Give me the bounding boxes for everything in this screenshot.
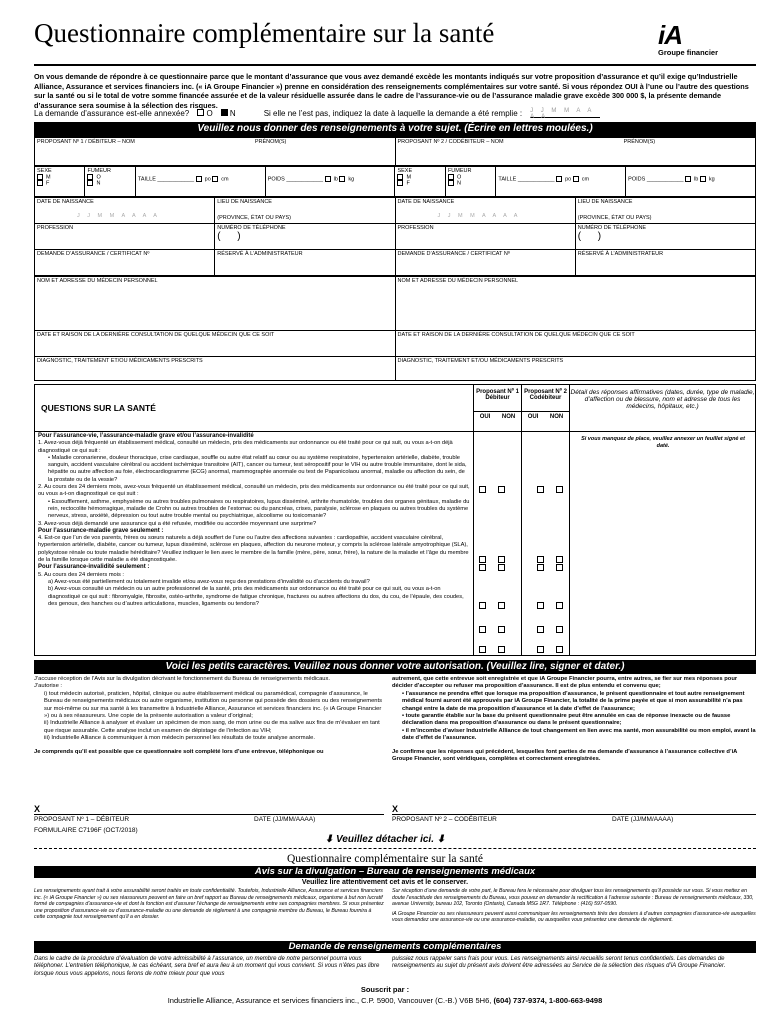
company-address: Industrielle Alliance, Assurance et services financiers inc., C.P. 5900, Vancouver (C.-B.) V6B 5H6, (604) 737-9374, 1-800-663-9498 [167, 996, 603, 1005]
scissors-icon: ⬇ [324, 834, 334, 845]
annex-yes[interactable]: O [197, 109, 212, 118]
q5a-checkboxes[interactable] [479, 626, 565, 633]
col-applicant2: Proposant Nº 2 Codébiteur OUI NON [521, 385, 569, 431]
additional-left: Dans le cadre de la procédure d’évaluation de votre admissibilité à l’assurance, un membre de notre personnel pourra vous téléphoner. L’entretien téléphonique, le cas échéant, sera bref et aura lieu à un moment qui vous convient. Si vous n’êtes pas libre lorsque nous vous appelons, nous ferons de notre mieux pour que vous [34, 956, 380, 977]
form-number: FORMULAIRE C7196F (OCT/2018) [34, 827, 138, 834]
logo-subtitle: Groupe financier [658, 48, 719, 57]
q5b: b) Avez-vous consulté un médecin ou un autre professionnel de la santé, pris des médicaments sur ordonnance ou été traité pour ce qui suit, ou vous a-t-on diagnostiqué ce qui suit : fibromyalgie, fibrosite, ostéo-arthrite, syndrome de fatigue chronique, fractures ou autres affections du dos, du cou, de l’épaule, des coudes, des genoux, des hanches ou d’autres articulations, muscles, ligaments ou tendons? [48, 586, 464, 607]
p2-profession[interactable]: PROFESSION [395, 224, 575, 250]
p2-name-field[interactable]: PROPOSANT Nº 2 / CODÉBITEUR – NOM PRÉNOM(S) [395, 138, 756, 166]
p2-reserved: RÉSERVÉ À L’ADMINISTRATEUR [575, 250, 755, 276]
annex-question [34, 108, 756, 118]
p1-smoker[interactable]: FUMEUR O N [85, 167, 135, 197]
q2-bullet: • Essoufflement, asthme, emphysème ou autres troubles pulmonaires ou respiratoires, lupus disséminé, arthrite rhumatoïde, troubles des organes génitaux, maladie du rein, rectocolite hémorragique, maladie de Crohn ou autres troubles de l’estomac ou du pancréas, crises, paralysie, sclérose en plaques ou autres troubles du système nerveux, stress, anxiété, dépression ou tout autre trouble mental ou psychiatrique, alcoolisme ou toxicomanie? [48, 498, 470, 520]
disclosure-left: Les renseignements ayant trait à votre assurabilité seront traités en toute confidentialité. Toutefois, Industrielle Alliance, Assurance et services financiers inc. (« iA Groupe Financier ») ou ses réassureurs peuvent en faire un bref rapport au Bureau de renseignements médicaux, organisme à but non lucratif formé de compagnies d’assurance-vie et dont la fonction est d’assurer l’échange de renseignements entre ses compagnies membres. Si vous présentez une proposition d’assurance-vie ou d’assurance-maladie ou une demande de règlement à une compagnie membre du Bureau, le Bureau fournira à cette compagnie tout renseignement qu’il a en dossier. [34, 888, 384, 920]
annex-label: La demande d’assurance est-elle annexée? [34, 108, 190, 118]
p2-diagnostic[interactable]: DIAGNOSTIC, TRAITEMENT ET/OU MÉDICAMENTS PRESCRITS [395, 357, 756, 381]
section-band-additional: Demande de renseignements complémentaires [34, 941, 756, 953]
questions-header [34, 384, 756, 432]
q4: 4. Est-ce que l’un de vos parents, frères ou sœurs naturels a déjà souffert de l’une ou l’autre des affections suivantes : cardiopathie, accident vasculaire cérébral, hypertension artérielle, diabète, cancer ou tumeur, lupus disséminé, sclérose en plaques, affection du neurone moteur, y compris la sclérose latérale amyotrophique (SLA), polykystose rénale ou toute maladie héréditaire? Veuillez indiquer le lien avec le membre de la famille (mère, père, sœur, frère), la nature de la maladie et l’âge du membre de la famille lorsque cette maladie a été diagnostiquée. [38, 535, 469, 564]
p2-doctor[interactable]: NOM ET ADRESSE DU MÉDECIN PERSONNEL [395, 277, 756, 331]
p2-certificate[interactable]: DEMANDE D’ASSURANCE / CERTIFICAT Nº [395, 250, 575, 276]
signature-p1[interactable]: X PROPOSANT Nº 1 – DÉBITEUR DATE (JJ/MM/AAAA) [34, 804, 384, 823]
p1-dob[interactable]: DATE DE NAISSANCE J J M M A A A A [35, 198, 215, 224]
p2-sex[interactable]: SEXE M F [395, 167, 445, 197]
detach-note: ⬇ Veuillez détacher ici. ⬇ [324, 834, 446, 845]
p1-last-consult[interactable]: DATE ET RAISON DE LA DERNIÈRE CONSULTATION DE QUELQUE MÉDECIN QUE CE SOIT [35, 331, 396, 357]
signature-p2[interactable]: X PROPOSANT Nº 2 – CODÉBITEUR DATE (JJ/MM/AAAA) [392, 804, 756, 823]
annex-if-no: Si elle ne l’est pas, indiquez la date à laquelle la demande a été remplie : [263, 108, 523, 118]
annex-date-field[interactable]: J J M M A A A A [530, 108, 600, 118]
p1-height[interactable]: TAILLE ____________ po cm [135, 167, 265, 197]
p1-weight[interactable]: POIDS ____________ lb kg [265, 167, 395, 197]
q2-checkboxes[interactable] [479, 556, 565, 563]
annex-no[interactable]: N [221, 109, 236, 118]
details-note: Si vous manquez de place, veuillez annexer un feuillet signé et daté. [581, 436, 745, 450]
section-band-disclosure: Avis sur la divulgation – Bureau de renseignements médicaux [34, 866, 756, 878]
signature-area [34, 804, 756, 834]
q1: 1. Avez-vous déjà fréquenté un établissement médical, consulté un médecin, pris des médicaments sur ordonnance ou été traité pour ce qui suit, ou vous a-t-on déjà diagnostiqué ce qui suit : [38, 440, 453, 454]
p2-birthplace[interactable]: LIEU DE NAISSANCE (PROVINCE, ÉTAT OU PAYS) [575, 198, 755, 224]
p1-name-field[interactable]: PROPOSANT Nº 1 / DÉBITEUR – NOM PRÉNOM(S) [35, 138, 396, 166]
p1-profession[interactable]: PROFESSION [35, 224, 215, 250]
logo-mark: iA [658, 20, 682, 50]
q5b-checkboxes[interactable] [479, 646, 565, 653]
company-phone: (604) 737-9374, 1-800-663-9498 [493, 996, 603, 1005]
detach-line [34, 848, 756, 849]
health-questions [34, 384, 756, 656]
questions-title: QUESTIONS SUR LA SANTÉ [41, 403, 156, 413]
section-band-personal: Veuillez nous donner des renseignements à votre sujet. (Écrire en lettres moulées.) [34, 122, 756, 136]
p2-dob[interactable]: DATE DE NAISSANCE J J M M A A A A [395, 198, 575, 224]
intro-text: On vous demande de répondre à ce questionnaire parce que le montant d’assurance que vous avez demandé excède les montants indiqués sur votre proposition d’assurance et qu’il exige qu’Industrielle Alliance, Assurance et services financiers inc. (« iA Groupe Financier ») prenne en considération des renseignements complémentaires sur votre santé. Si vous répondez OUI à l’une ou l’autre des questions sur la santé ou si le total de votre somme financée assurée et de la valeur résiduelle assurée dans le cadre de l’assurance-vie ou de l’assurance maladie grave excède 300 000 $, la présente demande d’assurance sera soumise à la sélection des risques. [34, 72, 749, 110]
q4-checkboxes[interactable] [479, 602, 565, 609]
col-details: Détail des réponses affirmatives (dates, durée, type de maladie, d’affection ou de blessure, nom et adresse de tous les médecins, hôpitaux, etc.) [569, 385, 755, 431]
q3: 3. Avez-vous déjà demandé une assurance qui a été refusée, modifiée ou accordée moyennant une surprime? [38, 520, 317, 527]
p2-height[interactable]: TAILLE ____________ po cm [496, 167, 626, 197]
header-rule [34, 64, 756, 66]
p1-reserved: RÉSERVÉ À L’ADMINISTRATEUR [215, 250, 395, 276]
p1-diagnostic[interactable]: DIAGNOSTIC, TRAITEMENT ET/OU MÉDICAMENTS PRESCRITS [35, 357, 396, 381]
p2-smoker[interactable]: FUMEUR O N [445, 167, 495, 197]
q5: 5. Au cours des 24 derniers mois : [38, 571, 124, 578]
read-carefully: Veuillez lire attentivement cet avis et le conserver. [301, 879, 469, 886]
col-applicant1: Proposant Nº 1 Débiteur OUI NON [473, 385, 521, 431]
page-title: Questionnaire complémentaire sur la santé [34, 18, 495, 48]
p2-weight[interactable]: POIDS ____________ lb kg [626, 167, 756, 197]
p1-doctor[interactable]: NOM ET ADRESSE DU MÉDECIN PERSONNEL [35, 277, 396, 331]
bottom-title: Questionnaire complémentaire sur la santé [286, 853, 484, 865]
p1-certificate[interactable]: DEMANDE D’ASSURANCE / CERTIFICAT Nº [35, 250, 215, 276]
additional-right: puissiez nous rappeler sans frais pour vous. Les renseignements ainsi recueillis seront tenus confidentiels. Les demandes de renseignements au sujet du présent avis doivent être adressées au Service de la sélection des risques d’iA Groupe Financier. [392, 956, 726, 970]
p2-phone[interactable]: NUMÉRO DE TÉLÉPHONE ( ) [575, 224, 755, 250]
section-band-authorization: Voici les petits caractères. Veuillez nous donner votre autorisation. (Veuillez lire, signer et dater.) [34, 660, 756, 674]
auth-right: autrement, que cette entrevue soit enregistrée et que iA Groupe Financier pourra, entre autres, se fier sur mes réponses pour décider d’accepter ou refuser ma proposition d’assurance. Il est de plus entendu et convenu que; • l’assurance ne prendra effet que lorsque ma proposition d’assurance, le présent questionnaire et tout autre renseignement médical fourni auront été approuvés par iA Groupe Financier, la totalité de la prime payée et que si mon assurabilité n’a pas changé entre la date de ma proposition d’assurance et la date d’effet de l’assurance; • toute garantie établie sur la base du présent questionnaire peut être annulée en cas de réponse inexacte ou de fausse déclaration dans ma proposition d’assurance ou dans le présent questionnaire; • il m’incombe d’aviser Industrielle Alliance de tout changement en lien avec ma santé, mon assurabilité ou mon emploi, avant la date d’effet de l’assurance. Je confirme que les réponses qui précèdent, lesquelles font parties de ma demande d’assurance à l’assurance collective d’iA Groupe Financier, sont véridiques, complètes et correctement enregistrées. [392, 676, 756, 763]
q5a: a) Avez-vous été partiellement ou totalement invalide et/ou avez-vous reçu des prestations d’invalidité ou d’accidents du travail? [48, 578, 370, 585]
disclosure-right: Sur réception d’une demande de votre part, le Bureau fera le nécessaire pour divulguer tous les renseignements qu’il possède sur vous. Si vous mettez en doute l’exactitude des renseignements du Bureau, vous pouvez en demander la rectification à l’adresse suivante : Bureau de renseignements médicaux, 330, avenue University, bureau 102, Toronto (Ontario), Canada M5G 1R7. Téléphone : (416) 597-0590. iA Groupe Financier ou ses réassureurs peuvent aussi communiquer les renseignements tirés des dossiers à d’autres compagnies d’assurance-vie auxquelles vous demandez une assurance-vie ou une assurance-maladie, ou auxquelles vous présentez une demande de règlement. [392, 888, 756, 923]
questions-text: Pour l’assurance-vie, l’assurance-maladie grave et/ou l’assurance-invalidité 1. Avez-vous déjà fréquenté un établissement médical, consulté un médecin, pris des médicaments sur ordonnance ou été traité pour ce qui suit, ou vous a-t-on déjà diagnostiqué ce qui suit : • Maladie coronarienne, douleur thoracique, crise cardiaque, souffle ou autre état relatif au cœur ou au système respiratoire, hypertension artérielle, diabète, trouble sanguin, accident vasculaire cérébral ou accident ischémique transitoire (AIT), cancer ou tumeur, test séropositif pour le VIH ou autre trouble immunitaire, dont le sida, hépatite ou autre affection au foie, électrocardiogramme (ECG) anormal, mammographie anormale ou test de Papanicolaou anormal, maladie ou affection du sein, de la prostate ou de la vessie? 2. Au cours des 24 derniers mois, avez-vous fréquenté un établissement médical, consulté un médecin, pris des médicaments sur ordonnance ou été traité pour ce qui suit, ou vous a-t-on diagnostiqué ce qui suit : • Essoufflement, asthme, emphysème ou autres troubles pulmonaires ou respiratoires, lupus disséminé, arthrite rhumatoïde, troubles des organes génitaux, maladie du rein, rectocolite hémorragique, maladie de Crohn ou autres troubles de l’estomac ou du pancréas, crises, paralysie, sclérose en plaques ou autres troubles du système nerveux, stress, anxiété, dépression ou tout autre trouble mental ou psychiatrique, alcoolisme ou toxicomanie? 3. Avez-vous déjà demandé une assurance qui a été refusée, modifiée ou accordée moyennant une surprime? Pour l’assurance-maladie grave seulement : 4. Est-ce que l’un de vos parents, frères ou sœurs naturels a déjà souffert de l’une ou l’autre des affections suivantes : cardiopathie, accident vasculaire cérébral, hypertension artérielle, diabète, cancer ou tumeur, lupus disséminé, sclérose en plaques, affection du neurone moteur, y compris la sclérose latérale amyotrophique (SLA), polykystose rénale ou toute maladie héréditaire? Veuillez indiquer le lien avec le membre de la famille (mère, père, sœur, frère), la nature de la maladie et l’âge du membre de la famille lorsque cette maladie a été diagnostiquée. Pour l’assurance-invalidité seulement : 5. Au cours des 24 derniers mois : a) Avez-vous été partiellement ou totalement invalide et/ou avez-vous reçu des prestations d’invalidité ou d’accidents du travail? b) Avez-vous consulté un médecin ou un autre professionnel de la santé, pris des médicaments sur ordonnance ou été traité pour ce qui suit, ou vous a-t-on diagnostiqué ce qui suit : fibromyalgie, fibrosite, ostéo-arthrite, syndrome de fatigue chronique, fractures ou autres affections du dos, du cou, de l’épaule, des coudes, des genoux, des hanches ou d’autres articulations, muscles, ligaments ou tendons? [38, 433, 470, 607]
p2-last-consult[interactable]: DATE ET RAISON DE LA DERNIÈRE CONSULTATION DE QUELQUE MÉDECIN QUE CE SOIT [395, 331, 756, 357]
q3-checkboxes[interactable] [479, 564, 565, 571]
questions-body [34, 432, 756, 656]
underwritten-by: Souscrit par : [360, 985, 410, 994]
scissors-icon-2: ⬇ [436, 834, 446, 845]
p1-sex[interactable]: SEXE M F [35, 167, 85, 197]
p1-birthplace[interactable]: LIEU DE NAISSANCE (PROVINCE, ÉTAT OU PAYS) [215, 198, 395, 224]
ia-logo [658, 20, 748, 57]
p1-phone[interactable]: NUMÉRO DE TÉLÉPHONE ( ) [215, 224, 395, 250]
personal-info-grid [34, 136, 756, 381]
q1-bullet: • Maladie coronarienne, douleur thoracique, crise cardiaque, souffle ou autre état relatif au cœur ou au système respiratoire, hypertension artérielle, diabète, trouble sanguin, accident vasculaire cérébral ou accident ischémique transitoire (AIT), cancer ou tumeur, test séropositif pour le VIH ou autre trouble immunitaire, dont le sida, hépatite ou autre affection au foie, électrocardiogramme (ECG) anormal, mammographie anormale ou test de Papanicolaou anormal, maladie ou affection du sein, de la prostate ou de la vessie? [48, 454, 467, 483]
q1-checkboxes[interactable] [479, 486, 565, 493]
q2: 2. Au cours des 24 derniers mois, avez-vous fréquenté un établissement médical, consulté un médecin, pris des médicaments sur ordonnance ou été traité pour ce qui suit, ou vous a-t-on diagnostiqué ce qui suit : [38, 484, 470, 498]
auth-left: J’accuse réception de l’Avis sur la divulgation décrivant le fonctionnement du Bureau de renseignements médicaux. J’autorise : i) tout médecin autorisé, praticien, hôpital, clinique ou autre établissement médical ou paramédical, compagnie d’assurance, le Bureau de renseignements médicaux ou autre organisme, institution ou personne qui possède des dossiers ou des renseignements sur moi-même ou sur ma santé à les transmettre à Industrielle Alliance, Assurance et services financiers inc. (« iA Groupe Financier ») ou à ses réassureurs. Une copie de la présente autorisation a valeur d’original; ii) Industrielle Alliance à analyser et évaluer un spécimen de mon sang, de mon urine ou de ma salive aux fins de m’évaluer en tant que risque assurable. Cette analyse inclut un examen de dépistage de l’infection au VIH; iii) Industrielle Alliance à communiquer à mon médecin personnel les résultats de toute analyse anormale. Je comprends qu’il est possible que ce questionnaire soit complété lors d’une entrevue, téléphonique ou [34, 676, 383, 755]
